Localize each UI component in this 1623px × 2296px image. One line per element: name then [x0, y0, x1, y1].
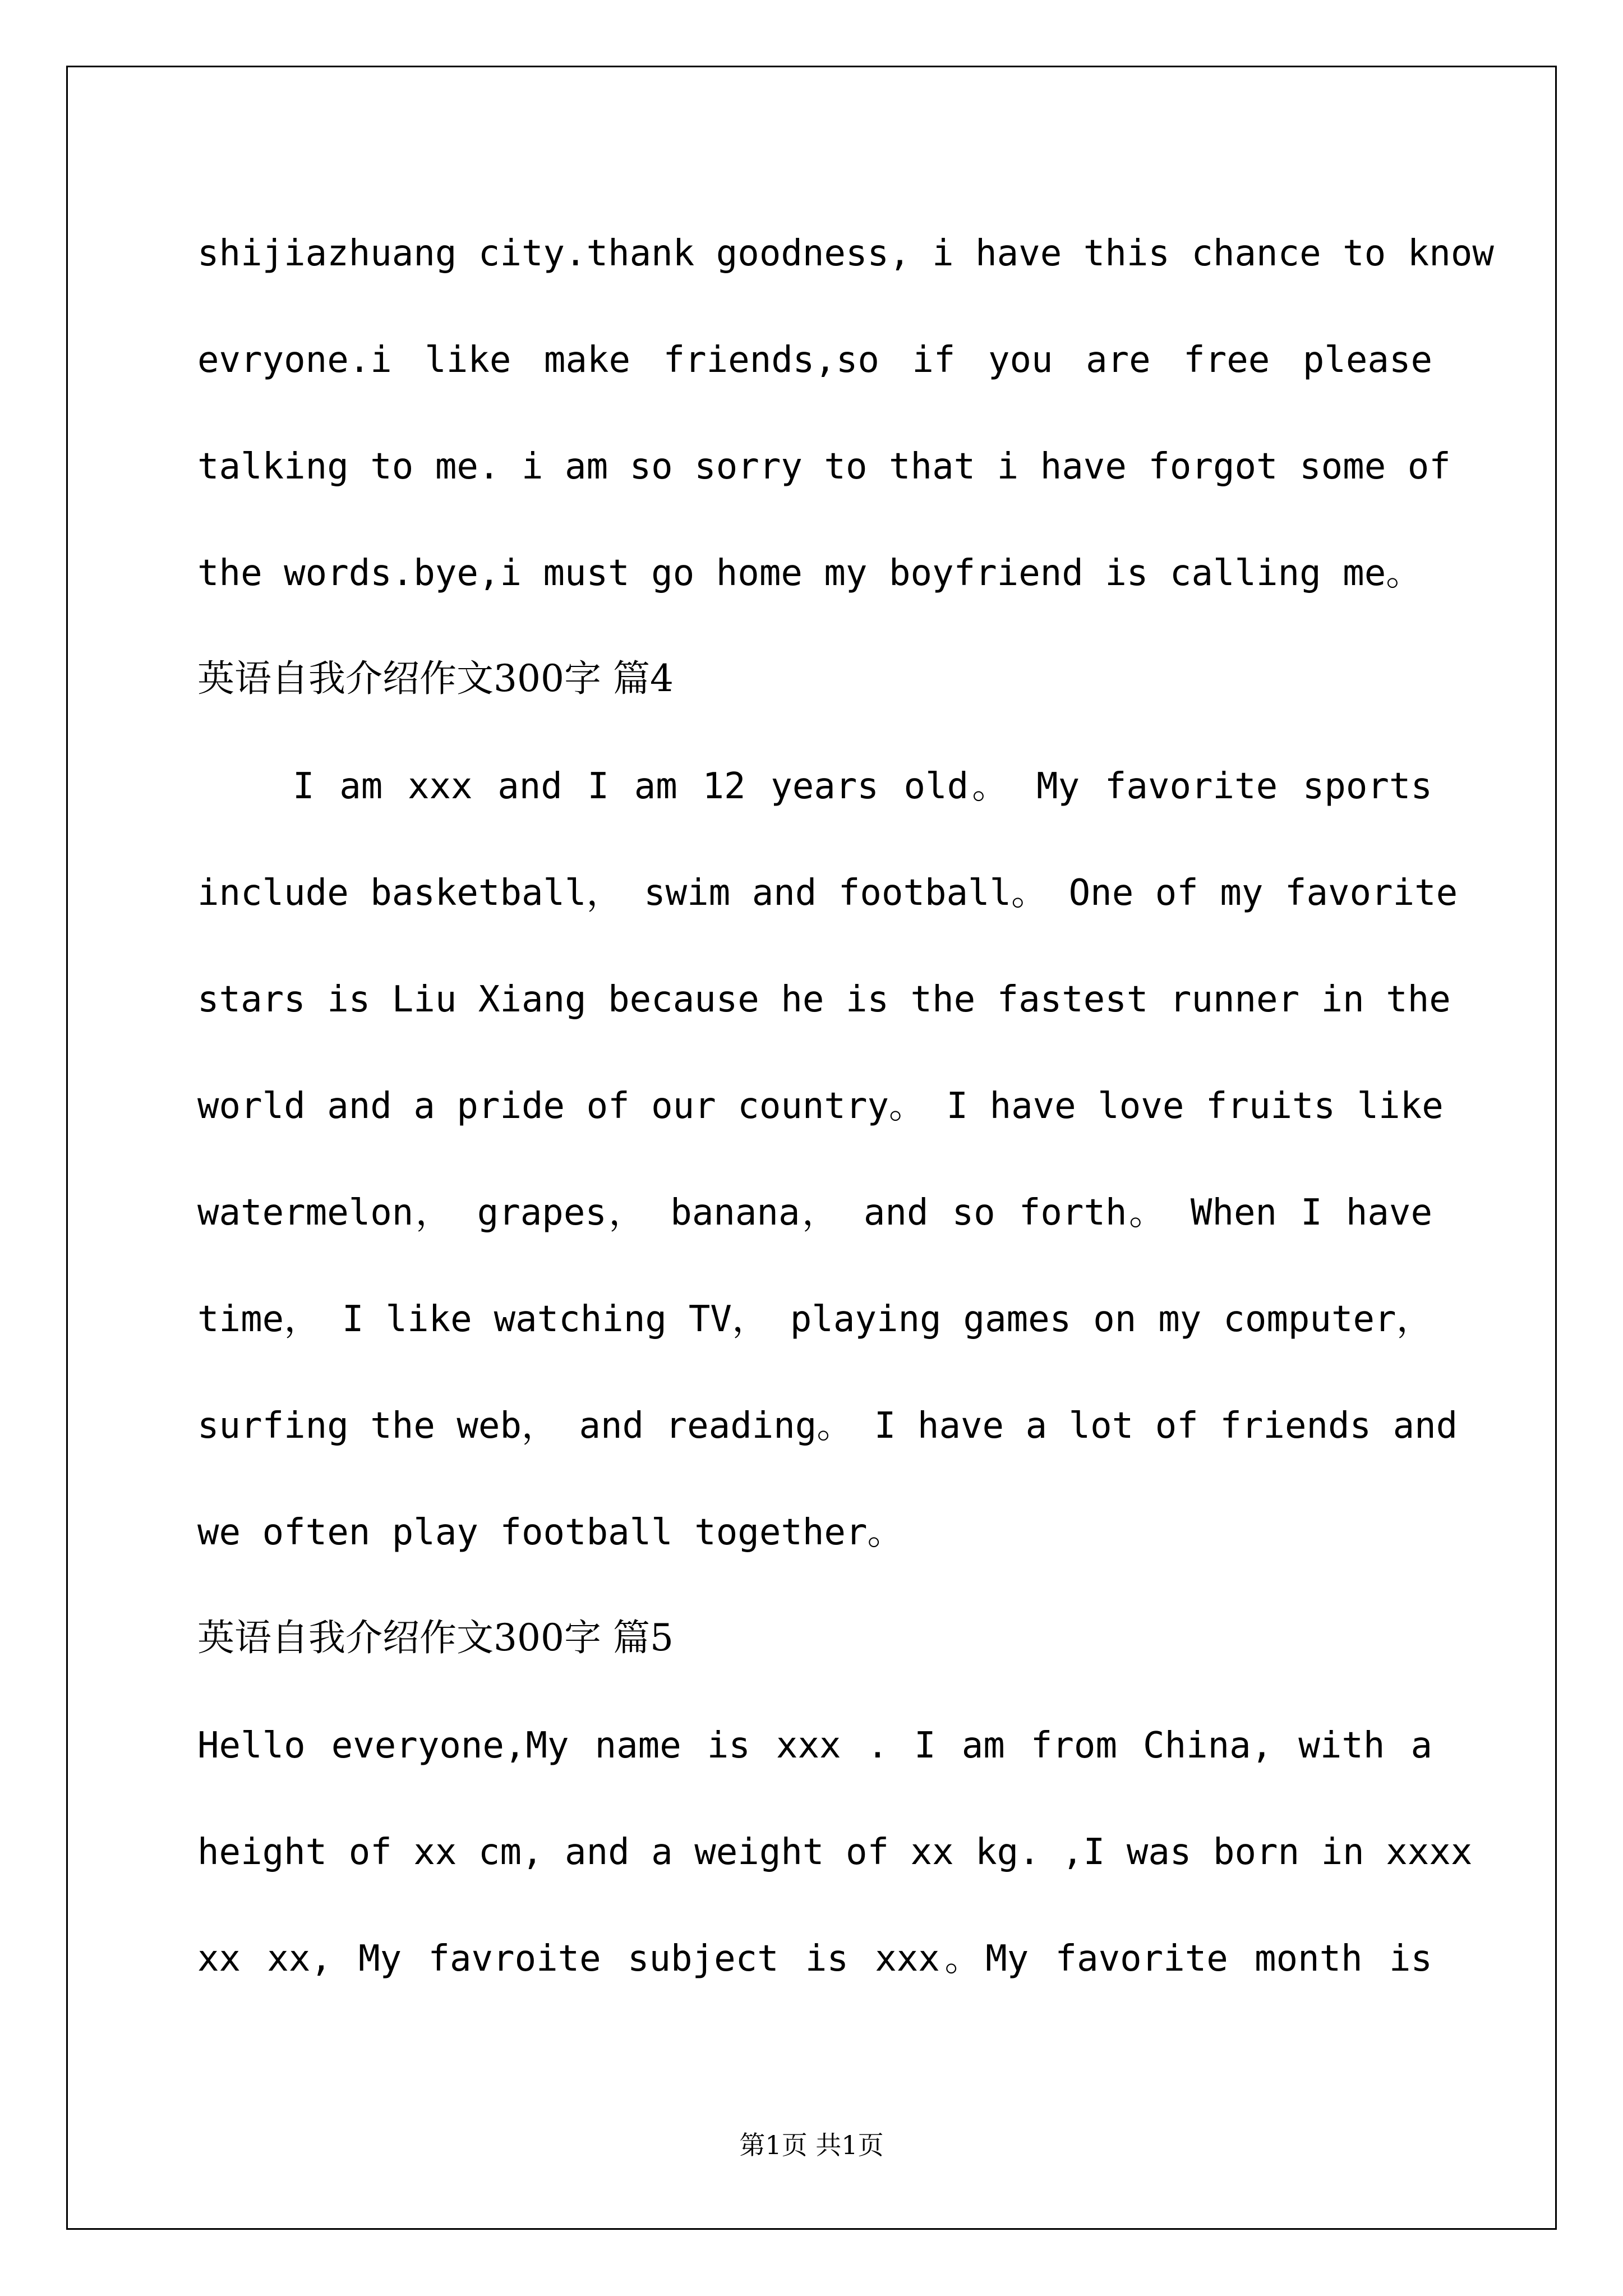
- paragraph-line: watermelon， grapes， banana， and so forth。 When I have: [197, 1192, 1432, 1234]
- paragraph-line: xx xx, My favroite subject is xxx。My favorite month is: [197, 1938, 1432, 1980]
- paragraph-line: include basketball， swim and football。 One of my favorite: [197, 872, 1458, 914]
- paragraph-line: world and a pride of our country。 I have love fruits like: [197, 1085, 1444, 1127]
- section-heading: 英语自我介绍作文300字 篇5: [197, 1616, 674, 1659]
- paragraph-line: time， I like watching TV， playing games on my computer，: [197, 1299, 1432, 1340]
- paragraph-line: we often play football together。: [197, 1512, 903, 1553]
- paragraph-line: the words.bye,i must go home my boyfriend is calling me。: [197, 553, 1422, 594]
- paragraph-line: talking to me. i am so sorry to that i have forgot some of: [197, 446, 1451, 487]
- paragraph-line: height of xx cm, and a weight of xx kg. ,I was born in xxxx: [197, 1832, 1473, 1873]
- section-heading: 英语自我介绍作文300字 篇4: [197, 657, 674, 700]
- paragraph-line: Hello everyone,My name is xxx . I am from China, with a: [197, 1725, 1432, 1766]
- page-border: [66, 66, 1557, 2230]
- paragraph-line: stars is Liu Xiang because he is the fastest runner in the: [197, 979, 1451, 1020]
- paragraph-line: shijiazhuang city.thank goodness, i have this chance to know: [197, 233, 1494, 274]
- page-number-footer: 第1页 共1页: [739, 2130, 884, 2160]
- paragraph-line: evryone.i like make friends,so if you are free please: [197, 339, 1432, 381]
- paragraph-line: I am xxx and I am 12 years old。 My favorite sports: [293, 766, 1432, 807]
- paragraph-line: surfing the web， and reading。 I have a lot of friends and: [197, 1405, 1458, 1447]
